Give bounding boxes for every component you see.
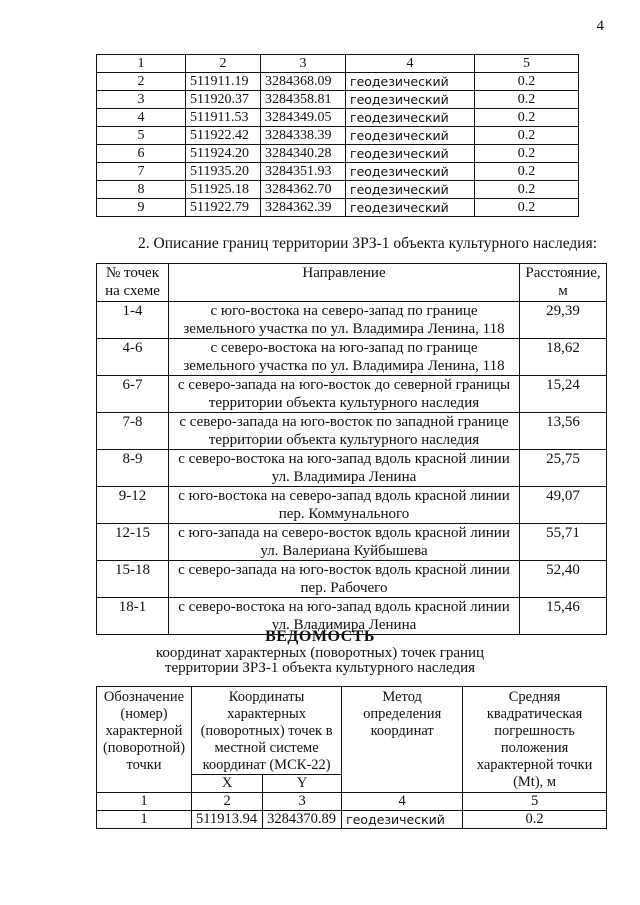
table-cell: геодезический — [346, 73, 475, 91]
table-cell: 3284358.81 — [261, 91, 346, 109]
table-cell: геодезический — [346, 127, 475, 145]
table-cell: 511935.20 — [186, 163, 261, 181]
column-number: 1 — [97, 793, 192, 811]
table-cell: 0.2 — [475, 181, 579, 199]
points-cell: 18-1 — [97, 598, 169, 635]
table-row — [97, 73, 579, 91]
table-cell: 3284340.28 — [261, 145, 346, 163]
table-cell: 0.2 — [475, 145, 579, 163]
header-y: Y — [263, 775, 342, 793]
points-cell: 6-7 — [97, 376, 169, 413]
table-row — [97, 163, 579, 181]
distance-cell: 49,07 — [520, 487, 607, 524]
table-cell: 9 — [97, 199, 186, 217]
table-row — [97, 413, 607, 450]
table-cell: геодезический — [346, 199, 475, 217]
table-cell: 4 — [97, 109, 186, 127]
direction-cell: с северо-запада на юго-восток по западной границе территории объекта культурного наследия — [169, 413, 520, 450]
column-number: 2 — [192, 793, 263, 811]
table-cell: 3 — [97, 91, 186, 109]
table-row — [97, 109, 579, 127]
table-cell: 511924.20 — [186, 145, 261, 163]
table-cell: геодезический — [342, 811, 463, 829]
table-cell: 0.2 — [475, 91, 579, 109]
table-header-row — [97, 264, 607, 302]
header-error: Средняя квадратическая погрешность положения характерной точки (Mt), м — [463, 687, 607, 793]
table-cell: 0.2 — [475, 109, 579, 127]
header-distance: Расстояние, м — [520, 264, 607, 302]
table-cell: 3284362.39 — [261, 199, 346, 217]
header-coordinates: Координаты характерных (поворотных) точек в местной системе координат (МСК-22) — [192, 687, 342, 775]
table-row — [97, 127, 579, 145]
table-cell: геодезический — [346, 163, 475, 181]
distance-cell: 25,75 — [520, 450, 607, 487]
table-cell: 511911.19 — [186, 73, 261, 91]
table-cell: 3284370.89 — [263, 811, 342, 829]
direction-cell: с северо-запада на юго-восток до северной границы территории объекта культурного наследия — [169, 376, 520, 413]
header-cell: 1 — [97, 55, 186, 73]
table-row — [97, 561, 607, 598]
table-cell: 3284338.39 — [261, 127, 346, 145]
header-cell: 3 — [261, 55, 346, 73]
header-x: X — [192, 775, 263, 793]
table-cell: 511922.42 — [186, 127, 261, 145]
column-number: 4 — [342, 793, 463, 811]
distance-cell: 15,46 — [520, 598, 607, 635]
points-cell: 15-18 — [97, 561, 169, 598]
table-cell: геодезический — [346, 145, 475, 163]
table-cell: 8 — [97, 181, 186, 199]
vedomost-title-block — [0, 628, 640, 676]
header-method: Метод определения координат — [342, 687, 463, 793]
table-cell: геодезический — [346, 109, 475, 127]
column-number: 3 — [263, 793, 342, 811]
boundary-description-table — [96, 263, 607, 635]
direction-cell: с северо-востока на юго-запад вдоль красной линии ул. Владимира Ленина — [169, 598, 520, 635]
table-cell: 511911.53 — [186, 109, 261, 127]
table-cell: геодезический — [346, 181, 475, 199]
page-number: 4 — [596, 18, 604, 34]
table-row — [97, 811, 607, 829]
table-cell: 0.2 — [475, 127, 579, 145]
table-cell: 6 — [97, 145, 186, 163]
distance-cell: 52,40 — [520, 561, 607, 598]
header-cell: 2 — [186, 55, 261, 73]
table-cell: 2 — [97, 73, 186, 91]
direction-cell: с северо-востока на юго-запад по границе земельного участка по ул. Владимира Ленина, 118 — [169, 339, 520, 376]
vedomost-table — [96, 686, 607, 829]
table-row — [97, 145, 579, 163]
table-cell: 0.2 — [475, 73, 579, 91]
table-cell: 511922.79 — [186, 199, 261, 217]
document-subtitle: территории ЗРЗ-1 объекта культурного наследия — [164, 660, 476, 676]
points-cell: 9-12 — [97, 487, 169, 524]
column-number: 5 — [463, 793, 607, 811]
table-cell: 0.2 — [463, 811, 607, 829]
header-points: № точек на схеме — [97, 264, 169, 302]
table-cell: 511913.94 — [192, 811, 263, 829]
direction-cell: с юго-востока на северо-запад вдоль красной линии пер. Коммунального — [169, 487, 520, 524]
table-row — [97, 199, 579, 217]
table-row — [97, 524, 607, 561]
direction-cell: с юго-запада на северо-восток вдоль красной линии ул. Валериана Куйбышева — [169, 524, 520, 561]
table-cell: 3284362.70 — [261, 181, 346, 199]
coordinates-table-continued — [96, 54, 579, 217]
table-row — [97, 450, 607, 487]
document-title: ВЕДОМОСТЬ — [265, 628, 375, 645]
distance-cell: 29,39 — [520, 302, 607, 339]
table-header-row — [97, 687, 607, 775]
header-cell: 5 — [475, 55, 579, 73]
table-cell: 7 — [97, 163, 186, 181]
section-heading: 2. Описание границ территории ЗРЗ-1 объекта культурного наследия: — [138, 235, 598, 252]
points-cell: 7-8 — [97, 413, 169, 450]
table-cell: геодезический — [346, 91, 475, 109]
table-header-row — [97, 55, 579, 73]
direction-cell: с юго-востока на северо-запад по границе земельного участка по ул. Владимира Ленина, 118 — [169, 302, 520, 339]
table-cell: 1 — [97, 811, 192, 829]
table-cell: 3284351.93 — [261, 163, 346, 181]
distance-cell: 13,56 — [520, 413, 607, 450]
table-cell: 0.2 — [475, 163, 579, 181]
direction-cell: с северо-запада на юго-восток вдоль красной линии пер. Рабочего — [169, 561, 520, 598]
distance-cell: 18,62 — [520, 339, 607, 376]
distance-cell: 55,71 — [520, 524, 607, 561]
table-row — [97, 181, 579, 199]
table-cell: 0.2 — [475, 199, 579, 217]
table-cell: 511925.18 — [186, 181, 261, 199]
points-cell: 1-4 — [97, 302, 169, 339]
table-row — [97, 91, 579, 109]
table-cell: 511920.37 — [186, 91, 261, 109]
table-cell: 3284349.05 — [261, 109, 346, 127]
table-cell: 5 — [97, 127, 186, 145]
table-row — [97, 339, 607, 376]
points-cell: 4-6 — [97, 339, 169, 376]
direction-cell: с северо-востока на юго-запад вдоль красной линии ул. Владимира Ленина — [169, 450, 520, 487]
table-row — [97, 302, 607, 339]
table-row — [97, 487, 607, 524]
document-subtitle: координат характерных (поворотных) точек границ — [155, 645, 485, 661]
header-direction: Направление — [169, 264, 520, 302]
points-cell: 8-9 — [97, 450, 169, 487]
table-row — [97, 376, 607, 413]
points-cell: 12-15 — [97, 524, 169, 561]
column-number-row — [97, 793, 607, 811]
distance-cell: 15,24 — [520, 376, 607, 413]
table-cell: 3284368.09 — [261, 73, 346, 91]
header-designation: Обозначение (номер) характерной (поворотной) точки — [97, 687, 192, 793]
header-cell: 4 — [346, 55, 475, 73]
